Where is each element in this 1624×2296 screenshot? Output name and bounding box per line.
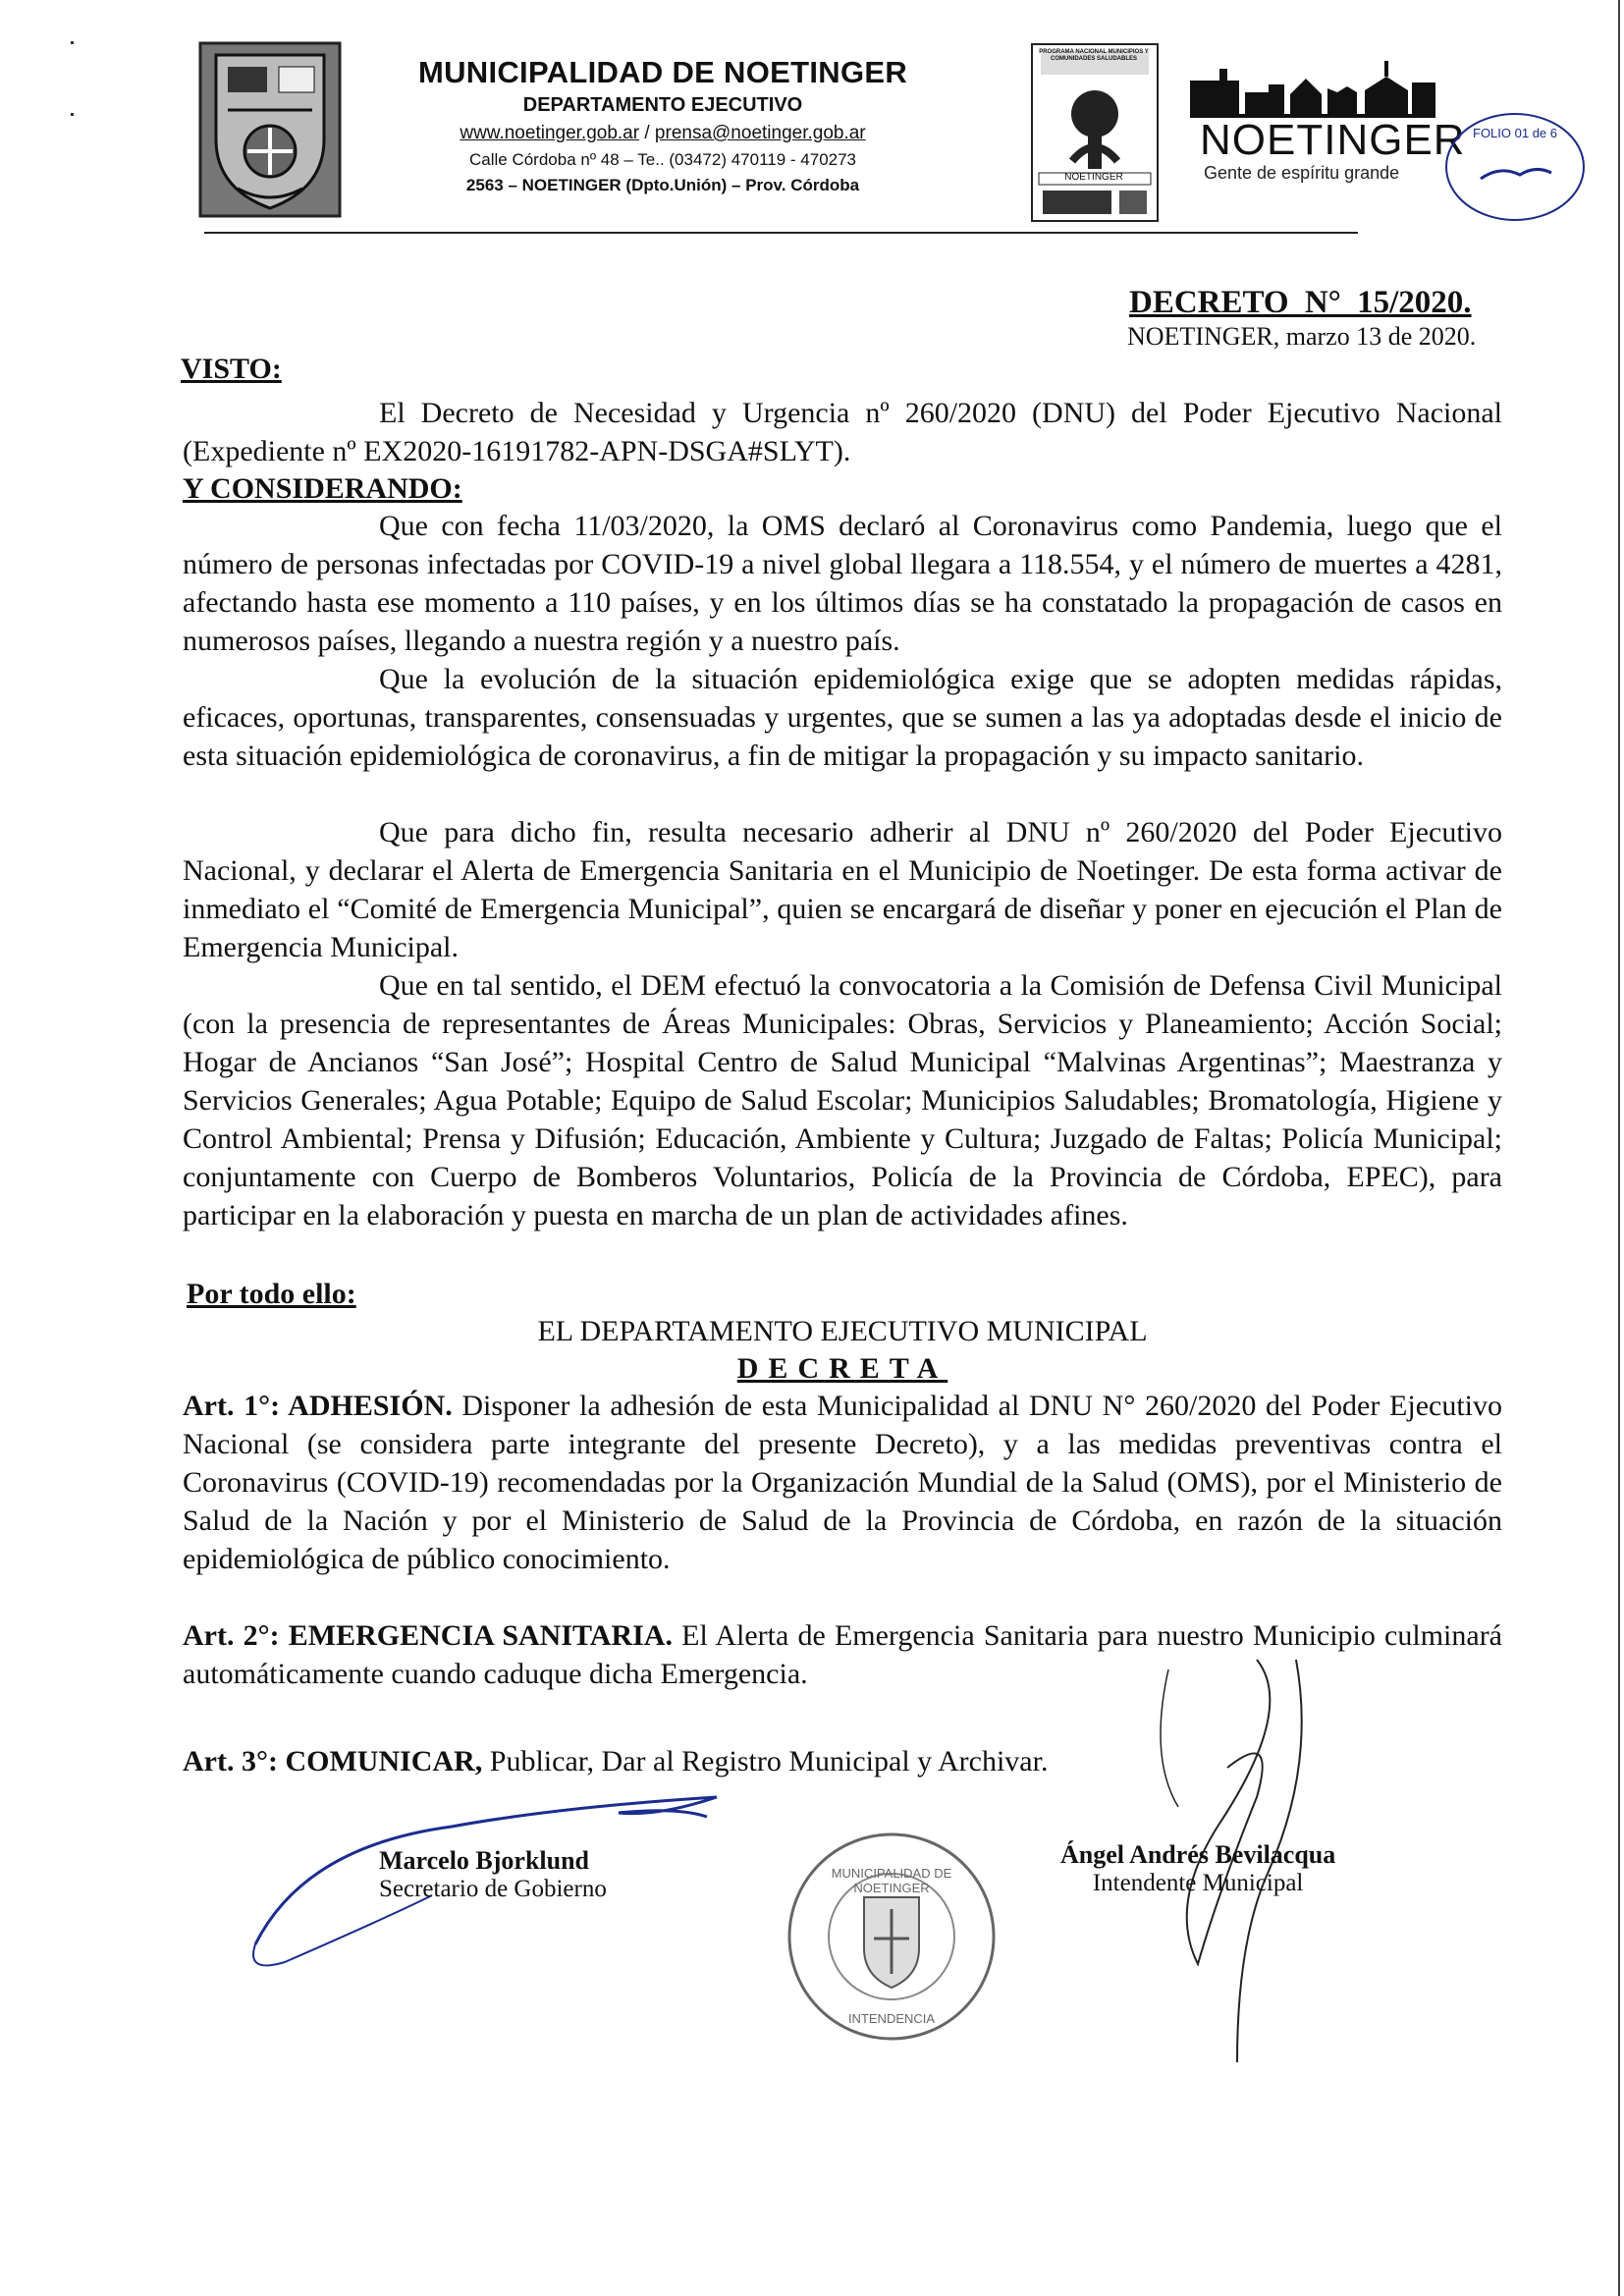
article-label: Art. 1°: ADHESIÓN. [183,1390,453,1422]
folio-stamp-text: FOLIO 01 de 6 [1473,126,1557,140]
article-1 [183,1387,1502,1578]
considerando-paragraph: Que con fecha 11/03/2020, la OMS declaró al Coronavirus como Pandemia, luego que el número de personas infectadas por COVID-19 a nivel global llegara a 118.554, y el número de muertes a 4281, afectando hasta ese momento a 110 países, y en los últimos días se ha constatado la propagación de casos en numerosos países, llegando a nuestra región y a nuestro país. [183,510,1502,657]
seal-text: MUNICIPALIDAD DE NOETINGER [831,1866,952,1895]
brand-name: NOETINGER [1200,116,1466,164]
link-separator: / [644,123,650,143]
secretary-signature-block [379,1846,607,1903]
considerando-paragraph: Que la evolución de la situación epidemiológica exige que se adopten medidas rápidas, eficaces, oportunas, transparentes, consensuadas y urgentes, que se sumen a las ya adoptadas desde el inicio de esta situación epidemiológica de coronavirus, a fin de mitigar la propagación y su impacto sanitario. [183,663,1502,772]
municipal-crest-logo [198,41,342,218]
article-text: Disponer la adhesión de esta Municipalidad al DNU N° 260/2020 del Poder Ejecutivo Nacional (se considera parte integrante del presente Decreto), y a las medidas preventivas contra el Coronavirus (COVID-19) recomendadas por la Organización Mundial de la Salud (OMS), por el Ministerio de Salud de la Nación y por el Ministerio de Salud de la Provincia de Córdoba, en razón de la situación epidemiológica de público conocimiento. [183,1390,1502,1575]
page-edge [1618,0,1620,2296]
letterhead [388,55,938,195]
secretary-role: Secretario de Gobierno [379,1876,607,1902]
mayor-role: Intendente Municipal [1092,1870,1304,1896]
website-link[interactable]: www.noetinger.gob.ar [460,123,640,143]
seal-bottom-text: INTENDENCIA [847,2011,936,2026]
department-subtitle: DEPARTAMENTO EJECUTIVO [522,94,803,116]
program-logo-text: PROGRAMA NACIONAL MUNICIPIOS Y COMUNIDADES SALUDABLES [1039,49,1149,62]
article-label: Art. 3°: COMUNICAR, [183,1745,483,1777]
considerando-heading: Y CONSIDERANDO: [183,472,462,505]
brand-tagline: Gente de espíritu grande [1204,163,1400,183]
mayor-signature-block [1060,1840,1335,1897]
considerando-paragraph: Que en tal sentido, el DEM efectuó la convocatoria a la Comisión de Defensa Civil Municipal (con la presencia de representantes de Áreas Municipales: Obras, Servicios y Planeamiento; Acción Social; Hogar de Ancianos “San José”; Hospital Centro de Salud Municipal “Malvinas Argentinas”; Maestranza y Servicios Generales; Agua Potable; Equipo de Salud Escolar; Municipios Saludables; Bromatología, Higiene y Control Ambiental; Prensa y Difusión; Educación, Ambiente y Cultura; Juzgado de Faltas; Policía Municipal; conjuntamente con Cuerpo de Bomberos Voluntarios, Policía de la Provincia de Córdoba, EPEC), para participar en la elaboración y puesta en marcha de un plan de actividades afines. [183,969,1502,1231]
visto-text: El Decreto de Necesidad y Urgencia nº 260/2020 (DNU) del Poder Ejecutivo Nacional (Expediente nº EX2020-16191782-APN-DSGA#SLYT). [183,397,1502,467]
por-todo-ello-heading: Por todo ello: [187,1278,356,1310]
email-link[interactable]: prensa@noetinger.gob.ar [654,123,866,143]
article-text: El Alerta de Emergencia Sanitaria para nuestro Municipio culminará automáticamente cuando caduque dicha Emergencia. [183,1619,1503,1690]
city-line: 2563 – NOETINGER (Dpto.Unión) – Prov. Córdoba [465,176,860,194]
visto-heading: VISTO: [181,353,282,385]
article-label: Art. 2°: EMERGENCIA SANITARIA. [183,1619,673,1652]
decreta-heading: DECRETA [736,1352,948,1385]
considerando-paragraph: Que para dicho fin, resulta necesario adherir al DNU nº 260/2020 del Poder Ejecutivo Nacional, y declarar el Alerta de Emergencia Sanitaria en el Municipio de Noetinger. De esta forma activar de inmediato el “Comité de Emergencia Municipal”, quien se encargará de diseñar y poner en ejecución el Plan de Emergencia Municipal. [183,816,1502,963]
header-divider [204,232,1358,234]
secretary-name: Marcelo Bjorklund [379,1846,590,1875]
scan-mark [71,113,74,116]
program-logo-label: NOETINGER [1064,172,1123,183]
decree-number: DECRETO N° 15/2020. [1129,285,1472,320]
healthy-municipalities-program-logo [1031,43,1159,222]
issuer-line: EL DEPARTAMENTO EJECUTIVO MUNICIPAL [537,1315,1148,1347]
scan-mark [71,41,74,44]
contact-links [388,123,938,144]
municipality-title: MUNICIPALIDAD DE NOETINGER [417,55,908,89]
article-text: Publicar, Dar al Registro Municipal y Archivar. [489,1745,1049,1777]
address-line: Calle Córdoba nº 48 – Te.. (03472) 470119 - 470273 [468,150,857,169]
decree-date: NOETINGER, marzo 13 de 2020. [1127,322,1477,351]
mayor-name: Ángel Andrés Bevilacqua [1060,1840,1336,1869]
